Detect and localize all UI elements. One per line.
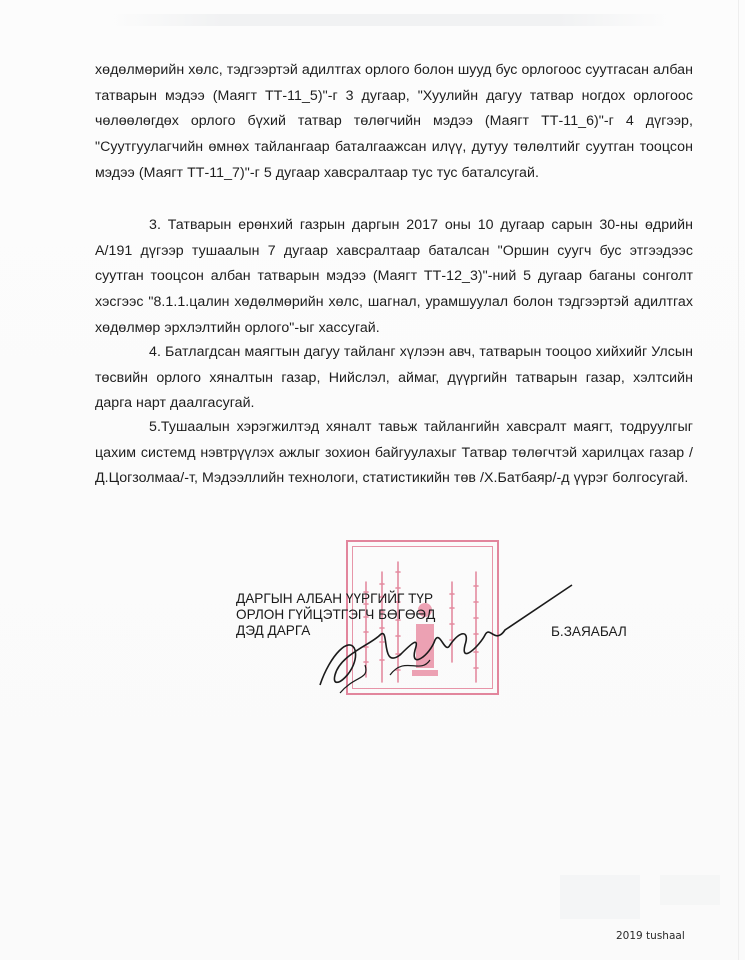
handwritten-signature-icon bbox=[310, 575, 580, 705]
paragraph-item-4: 4. Батлагдсан маягтын дагуу тайланг хүлээн авч, татварын тооцоо хийхийг Улсын төсвийн орлого хяналтын газар, Нийслэл, аймаг, дүүргийн татварын газар, хэлтсийн дарга нарт даалгасугай. bbox=[95, 344, 693, 412]
page-edge bbox=[738, 0, 739, 960]
signatory-title-line-3: ДЭД ДАРГА bbox=[236, 623, 311, 638]
signatory-title-line-1: ДАРГЫН АЛБАН ҮҮРГИЙГ ТҮР bbox=[236, 591, 434, 606]
bleed-through-block-2 bbox=[660, 875, 720, 905]
footer-label: 2019 tushaal bbox=[616, 930, 685, 942]
bleed-through-top bbox=[110, 14, 670, 26]
bleed-through-block-1 bbox=[560, 875, 640, 919]
paragraph-item-3: 3. Татварын ерөнхий газрын даргын 2017 оны 10 дугаар сарын 30-ны өдрийн А/191 дүгээр тушаалын 7 дугаар хавсралтаар баталсан "Оршин суугч бус этгээдээс суутган тооцсон албан татварын мэдээ (Маягт ТТ-12_3)"-ний 5 дугаар баганы сонголт хэсгээс "8.1.1.цалин хөдөлмөрийн хөлс, шагнал, урамшуулал болон тэдгээртэй адилтгах хөдөлмөр эрхлэлтийн орлого"-ыг хассугай. bbox=[95, 217, 693, 336]
signatory-title-line-2: ОРЛОН ГҮЙЦЭТГЭГЧ БӨГӨӨД bbox=[236, 607, 436, 622]
signatory-name: Б.ЗАЯАБАЛ bbox=[551, 624, 627, 639]
paragraph-continuation: хөдөлмөрийн хөлс, тэдгээртэй адилтгах орлого болон шууд бус орлогоос суутгасан албан татварын мэдээ (Маягт ТТ-11_5)"-г 3 дугаар, "Хуулийн дагуу татвар ногдох орлогоос чөлөөлөгдөх орлого бүхий татвар төлөгчийн мэдээ (Маягт ТТ-11_6)"-г 4 дүгээр, "Суутгуулагчийн өмнөх тайлангаар баталгаажсан илүү, дутуу төлөлтийг суутган тооцсон мэдээ (Маягт ТТ-11_7)"-г 5 дугаар хавсралтаар тус тус батaлсугай. bbox=[95, 62, 693, 181]
paragraph-item-5: 5.Тушаалын хэрэгжилтэд хяналт тавьж тайлангийн хавсралт маягт, тодруулгыг цахим системд нэвтрүүлэх ажлыг зохион байгуулахыг Татвар төлөгчтэй харилцах газар /Д.Цогзолмаа/-т, Мэдээллийн технологи, статистикийн төв /Х.Батбаяр/-д үүрэг болгосугай. bbox=[95, 419, 693, 487]
